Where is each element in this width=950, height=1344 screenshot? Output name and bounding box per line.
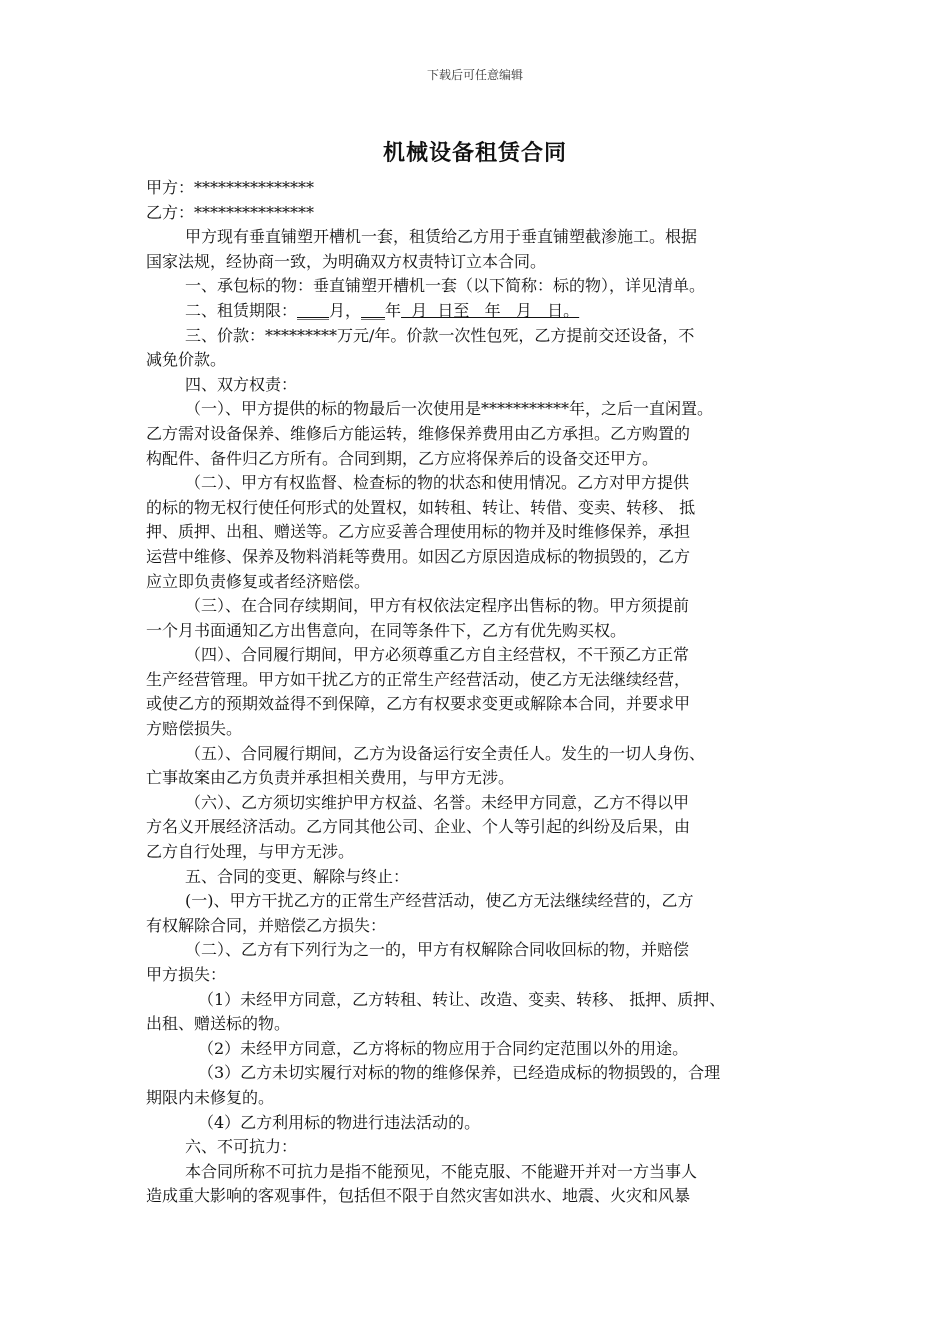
- article-5-heading: 五、合同的变更、解除与终止：: [185, 866, 410, 886]
- clause-5-2-line: 甲方损失：: [146, 965, 227, 984]
- clause-4-1-line: 乙方需对设备保养、维修后方能运转，维修保养费用由乙方承担。乙方购置的: [146, 423, 691, 443]
- clause-4-4-line: （四）、合同履行期间，甲方必须尊重乙方自主经营权，不干预乙方正常: [185, 645, 690, 665]
- clause-4-5-line: （五）、合同履行期间，乙方为设备运行安全责任人。发生的一切人身伤、: [185, 743, 706, 763]
- item-5-4: （4）乙方利用标的物进行违法活动的。: [198, 1112, 481, 1132]
- clause-4-1-line: 构配件、备件归乙方所有。合同到期，乙方应将保养后的设备交还甲方。: [146, 448, 659, 468]
- article-2: [146, 299, 818, 324]
- article-2-lead: 二、租赁期限：: [185, 300, 298, 320]
- contract-body: [146, 176, 818, 1209]
- clause-4-2-line: （二）、甲方有权监督、检查标的物的状态和使用情况。乙方对甲方提供: [185, 473, 690, 493]
- article-3-line: 减免价款。: [146, 350, 227, 370]
- article-2-text: 年: [385, 300, 402, 320]
- clause-4-5-line: 亡事故案由乙方负责并承担相关费用，与甲方无涉。: [146, 768, 515, 788]
- item-5-1-line: （1）未经甲方同意，乙方转租、转让、改造、变卖、转移、 抵押、质押、: [198, 989, 726, 1009]
- article-4-heading: 四、双方权责：: [185, 374, 298, 394]
- clause-4-2-line: 应立即负责修复或者经济赔偿。: [146, 571, 371, 591]
- clause-4-6-line: （六）、乙方须切实维护甲方权益、名誉。未经甲方同意，乙方不得以甲: [185, 792, 690, 812]
- blank-field: ____: [297, 300, 330, 320]
- clause-4-6-line: 方名义开展经济活动。乙方同其他公司、企业、个人等引起的纠纷及后果，由: [146, 817, 691, 837]
- clause-4-4-line: 生产经营管理。甲方如干扰乙方的正常生产经营活动，使乙方无法继续经营，: [146, 669, 691, 689]
- party-a-line: 甲方：***************: [146, 178, 315, 197]
- article-1: 一、承包标的物：垂直铺塑开槽机一套（以下简称：标的物），详见清单。: [185, 276, 706, 296]
- clause-5-1-line: 有权解除合同，并赔偿乙方损失：: [146, 915, 387, 935]
- header-note: 下载后可任意编辑: [426, 68, 523, 82]
- intro-line: 甲方现有垂直铺塑开槽机一套，租赁给乙方用于垂直铺塑截渗施工。根据: [185, 227, 698, 247]
- party-b-line: 乙方：***************: [146, 202, 315, 222]
- clause-5-1-line: (一)、甲方干扰乙方的正常生产经营活动，使乙方无法继续经营的，乙方: [185, 891, 694, 911]
- article-2-text: 月，: [329, 300, 362, 320]
- article-3-line: 三、价款：*********万元/年。价款一次性包死，乙方提前交还设备，不: [185, 325, 695, 345]
- clause-4-2-line: 的标的物无权行使任何形式的处置权，如转租、转让、转借、变卖、转移、 抵: [146, 497, 696, 517]
- blank-field: ___: [361, 300, 386, 320]
- article-6-heading: 六、不可抗力：: [185, 1137, 298, 1157]
- clause-4-1-line: （一）、甲方提供的标的物最后一次使用是***********年，之后一直闲置。: [185, 399, 714, 419]
- clause-5-2-line: （二）、乙方有下列行为之一的，甲方有权解除合同收回标的物，并赔偿: [185, 940, 690, 960]
- article-6-line: 造成重大影响的客观事件，包括但不限于自然灾害如洪水、地震、火灾和风暴: [146, 1186, 691, 1206]
- article-6-line: 本合同所称不可抗力是指不能预见，不能克服、不能避开并对一方当事人: [185, 1161, 698, 1181]
- clause-4-4-line: 或使乙方的预期效益得不到保障，乙方有权要求变更或解除本合同，并要求甲: [146, 694, 691, 714]
- clause-4-2-line: 押、质押、出租、赠送等。乙方应妥善合理使用标的物并及时维修保养，承担: [146, 522, 691, 542]
- item-5-2: （2）未经甲方同意，乙方将标的物应用于合同约定范围以外的用途。: [198, 1038, 689, 1058]
- clause-4-2-line: 运营中维修、保养及物料消耗等费用。如因乙方原因造成标的物损毁的，乙方: [146, 546, 691, 566]
- document-title: 机械设备租赁合同: [382, 140, 567, 166]
- item-5-1-line: 出租、赠送标的物。: [146, 1014, 291, 1034]
- intro-line: 国家法规，经协商一致，为明确双方权责特订立本合同。: [146, 251, 547, 271]
- clause-4-3-line: 一个月书面通知乙方出售意向，在同等条件下，乙方有优先购买权。: [146, 620, 627, 640]
- item-5-3-line: （3）乙方未切实履行对标的物的维修保养，已经造成标的物损毁的，合理: [198, 1063, 721, 1083]
- clause-4-4-line: 方赔偿损失。: [146, 719, 243, 739]
- clause-4-3-line: （三）、在合同存续期间，甲方有权依法定程序出售标的物。甲方须提前: [185, 596, 690, 616]
- item-5-3-line: 期限内未修复的。: [146, 1087, 275, 1107]
- blank-date-range: 月 日至 年 月 日。: [401, 300, 580, 320]
- clause-4-6-line: 乙方自行处理，与甲方无涉。: [146, 842, 355, 862]
